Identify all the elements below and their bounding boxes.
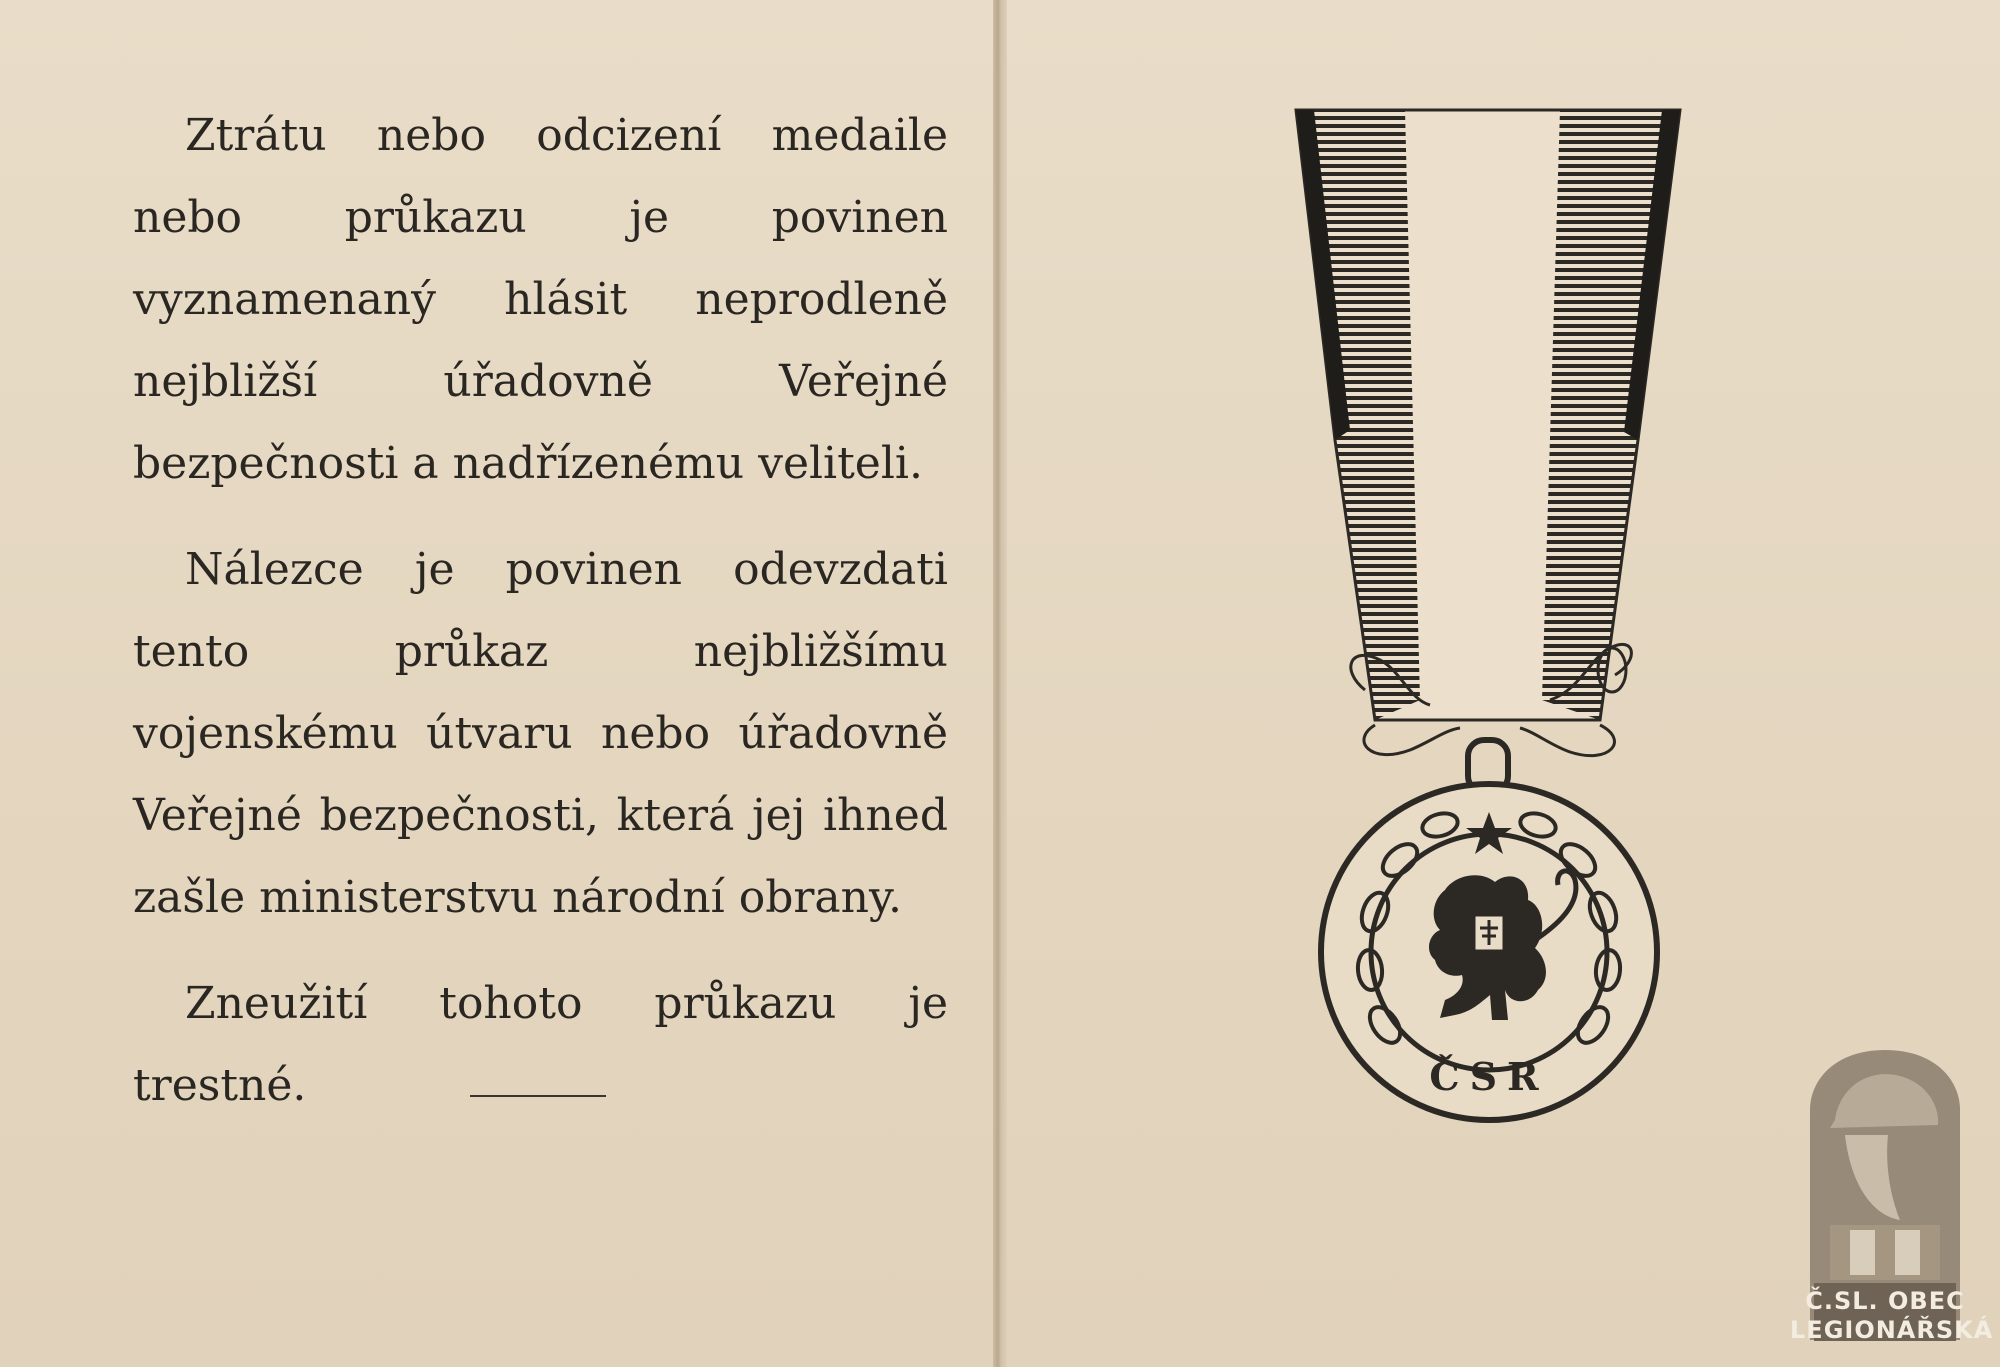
fold-crease — [993, 0, 1007, 1367]
paragraph-finder-duty: Nálezce je povinen odevzdati tento průkaz nejbližšímu vojenskému útvaru nebo úřadovně Veřejné bezpečnosti, která jej ihned zašle ministerstvu národní obrany. — [133, 544, 948, 923]
medal-disc — [1321, 784, 1657, 1120]
instructions-text — [133, 95, 948, 1171]
legion-logo-watermark — [1790, 1040, 1994, 1350]
medal-inscription: ČSR — [1429, 1054, 1549, 1099]
logo-line-1: Č.SL. OBEC — [1805, 1287, 1965, 1315]
separator-line — [470, 1095, 606, 1097]
paragraph-misuse-warning: Zneužití tohoto průkazu je trestné. — [133, 978, 948, 1111]
medal-svg — [1280, 100, 1700, 1140]
paragraph-loss-report: Ztrátu nebo odcizení medaile nebo průkazu je povinen vyznamenaný hlásit neprodleně nejbližší úřadovně Veřejné bezpečnosti a nadřízenému veliteli. — [133, 110, 948, 489]
ribbon — [1296, 110, 1680, 720]
logo-line-2: LEGIONÁŘSKÁ — [1790, 1316, 1994, 1344]
medal-illustration — [1280, 100, 1700, 1140]
left-page — [0, 0, 993, 1367]
